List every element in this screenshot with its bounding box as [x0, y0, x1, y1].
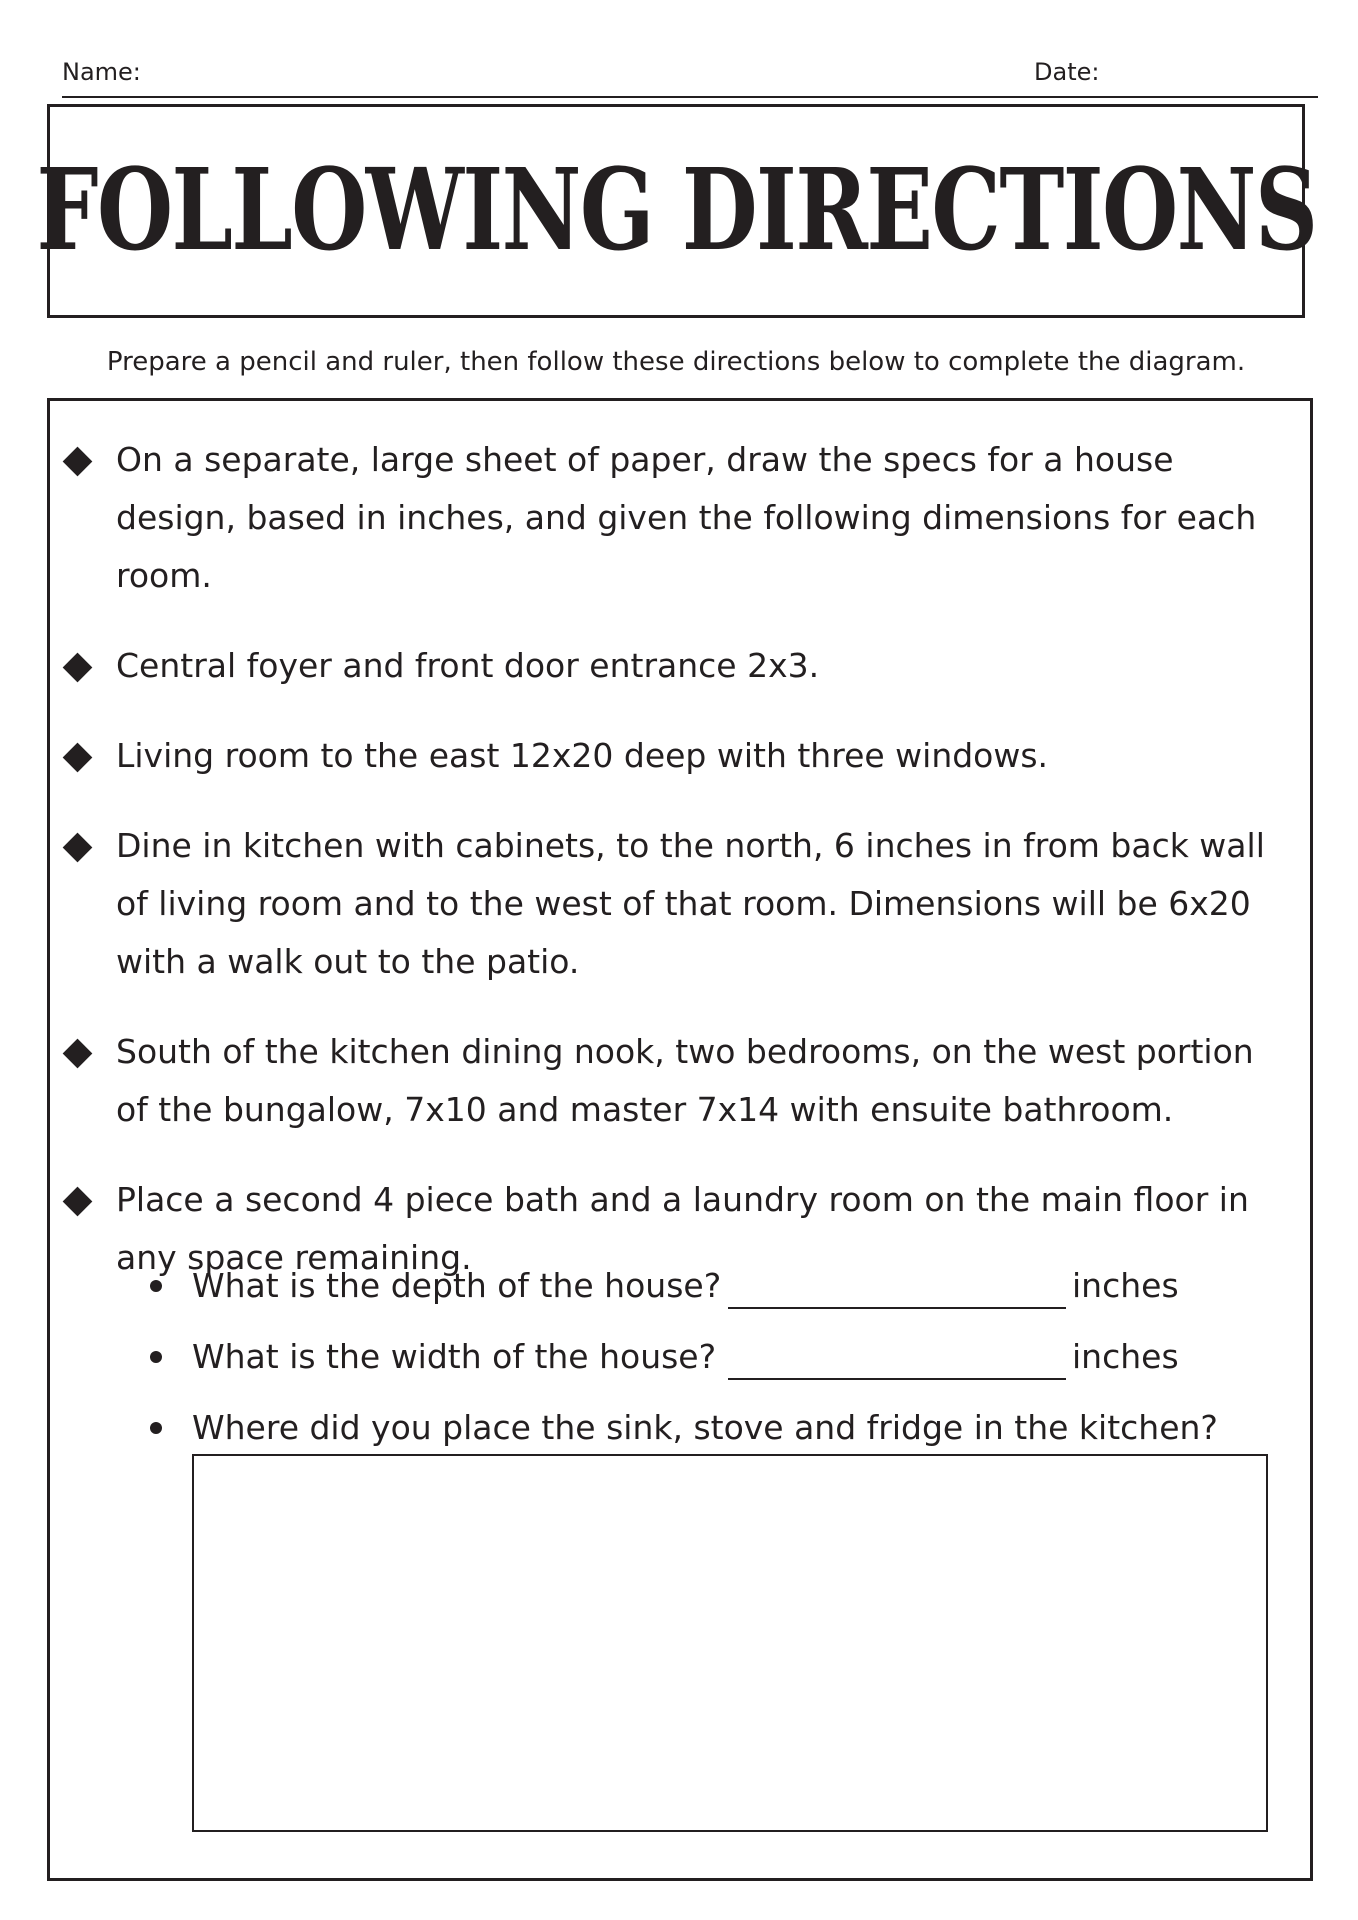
diamond-bullet-icon — [63, 743, 93, 773]
width-answer-blank[interactable] — [728, 1378, 1066, 1380]
directions-box — [47, 398, 1313, 1881]
direction-text: Living room to the east 12x20 deep with three windows. — [116, 736, 1049, 775]
question-width — [150, 1328, 1280, 1399]
dot-bullet-icon — [150, 1280, 162, 1292]
directions-list — [50, 431, 1310, 1319]
diamond-bullet-icon — [63, 653, 93, 683]
kitchen-answer-box[interactable] — [192, 1454, 1268, 1832]
direction-text: Place a second 4 piece bath and a laundry room on the main floor in any space remaining. — [116, 1180, 1249, 1277]
date-label: Date: — [1034, 58, 1100, 86]
direction-item — [50, 637, 1310, 695]
diamond-bullet-icon — [63, 1039, 93, 1069]
direction-item — [50, 727, 1310, 785]
diamond-bullet-icon — [63, 447, 93, 477]
page-title: FOLLOWING DIRECTIONS — [36, 145, 1316, 276]
question-text: What is the width of the house? — [192, 1337, 717, 1376]
depth-answer-blank[interactable] — [728, 1307, 1066, 1309]
direction-text: Central foyer and front door entrance 2x3. — [116, 646, 820, 685]
direction-item — [50, 817, 1310, 991]
question-text: Where did you place the sink, stove and fridge in the kitchen? — [192, 1408, 1218, 1447]
questions-list — [150, 1257, 1280, 1470]
direction-item — [50, 431, 1310, 605]
direction-item — [50, 1023, 1310, 1139]
direction-text: South of the kitchen dining nook, two bedrooms, on the west portion of the bungalow, 7x10 and master 7x14 with ensuite bathroom. — [116, 1032, 1254, 1129]
instructions: Prepare a pencil and ruler, then follow these directions below to complete the diagram. — [106, 347, 1246, 377]
diamond-bullet-icon — [63, 1187, 93, 1217]
unit-label: inches — [1072, 1337, 1179, 1376]
direction-text: Dine in kitchen with cabinets, to the north, 6 inches in from back wall of living room and to the west of that room. Dimensions will be 6x20 with a walk out to the patio. — [116, 826, 1265, 981]
name-label: Name: — [62, 58, 141, 86]
dot-bullet-icon — [150, 1351, 162, 1363]
question-depth — [150, 1257, 1280, 1328]
header — [62, 56, 1318, 98]
direction-text: On a separate, large sheet of paper, draw the specs for a house design, based in inches, and given the following dimensions for each room. — [116, 440, 1257, 595]
unit-label: inches — [1072, 1266, 1179, 1305]
diamond-bullet-icon — [63, 833, 93, 863]
question-text: What is the depth of the house? — [192, 1266, 722, 1305]
dot-bullet-icon — [150, 1422, 162, 1434]
title-box — [36, 104, 1316, 318]
